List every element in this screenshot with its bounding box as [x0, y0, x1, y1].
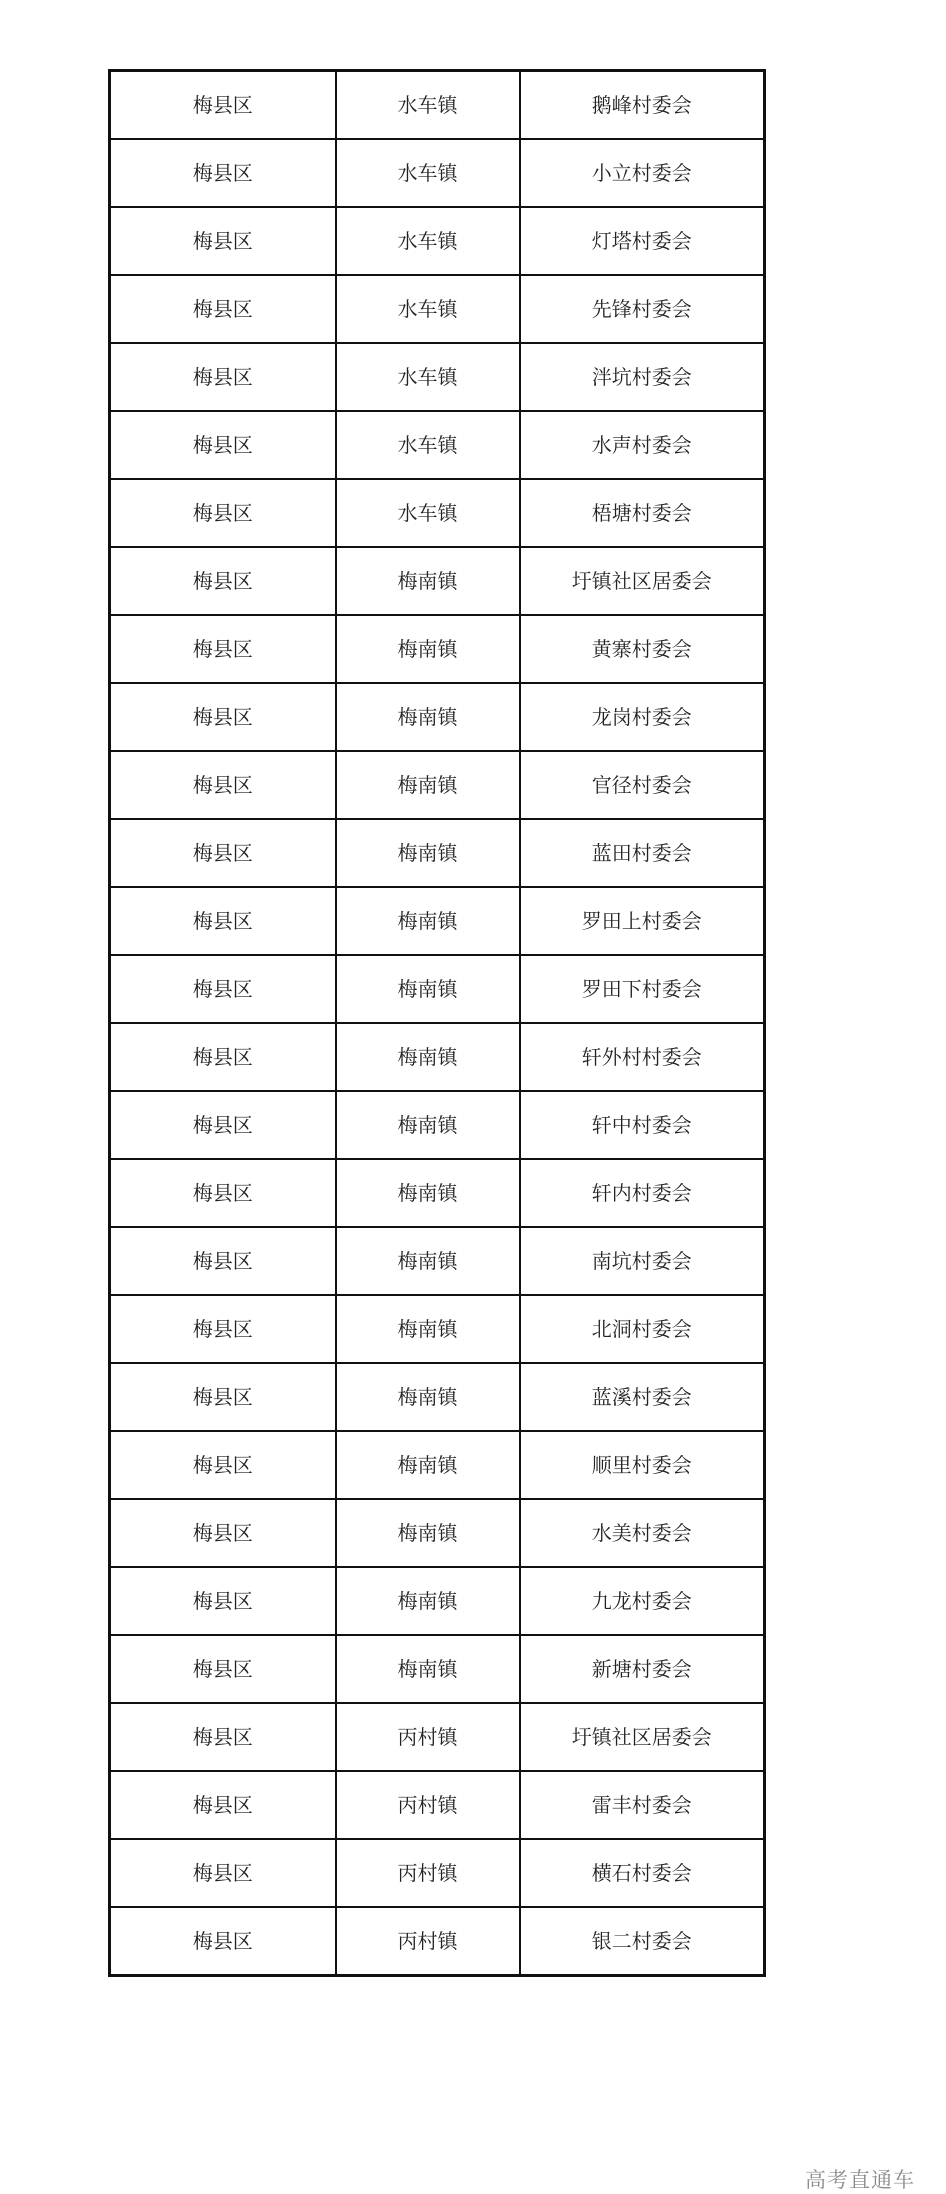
- table-row: [110, 1907, 765, 1976]
- district-cell: 梅县区: [110, 479, 336, 547]
- table-row: [110, 1227, 765, 1295]
- committee-cell: 轩中村委会: [520, 1091, 765, 1159]
- table-row: [110, 479, 765, 547]
- table-row: [110, 343, 765, 411]
- town-cell: 梅南镇: [336, 1295, 520, 1363]
- table-row: [110, 1091, 765, 1159]
- committee-cell: 蓝田村委会: [520, 819, 765, 887]
- town-cell: 梅南镇: [336, 751, 520, 819]
- committee-cell: 横石村委会: [520, 1839, 765, 1907]
- table-row: [110, 1771, 765, 1839]
- committee-cell: 轩内村委会: [520, 1159, 765, 1227]
- district-cell: 梅县区: [110, 819, 336, 887]
- committee-cell: 圩镇社区居委会: [520, 1703, 765, 1771]
- town-cell: 梅南镇: [336, 615, 520, 683]
- town-cell: 丙村镇: [336, 1907, 520, 1976]
- table-row: [110, 139, 765, 207]
- district-cell: 梅县区: [110, 343, 336, 411]
- committee-cell: 银二村委会: [520, 1907, 765, 1976]
- district-cell: 梅县区: [110, 1703, 336, 1771]
- watermark-text: 高考直通车: [805, 2168, 915, 2192]
- district-cell: 梅县区: [110, 1159, 336, 1227]
- table-row: [110, 683, 765, 751]
- document-table-container: [108, 69, 763, 1977]
- town-cell: 梅南镇: [336, 1227, 520, 1295]
- town-cell: 水车镇: [336, 207, 520, 275]
- town-cell: 梅南镇: [336, 955, 520, 1023]
- table-row: [110, 887, 765, 955]
- district-cell: 梅县区: [110, 1567, 336, 1635]
- table-row: [110, 1431, 765, 1499]
- table-row: [110, 207, 765, 275]
- table-row: [110, 819, 765, 887]
- committee-cell: 顺里村委会: [520, 1431, 765, 1499]
- district-cell: 梅县区: [110, 275, 336, 343]
- district-cell: 梅县区: [110, 547, 336, 615]
- committee-cell: 轩外村村委会: [520, 1023, 765, 1091]
- committee-cell: 南坑村委会: [520, 1227, 765, 1295]
- table-row: [110, 275, 765, 343]
- committee-cell: 龙岗村委会: [520, 683, 765, 751]
- district-cell: 梅县区: [110, 683, 336, 751]
- district-cell: 梅县区: [110, 1363, 336, 1431]
- town-cell: 水车镇: [336, 411, 520, 479]
- district-cell: 梅县区: [110, 887, 336, 955]
- table-row: [110, 411, 765, 479]
- town-cell: 丙村镇: [336, 1839, 520, 1907]
- committee-cell: 泮坑村委会: [520, 343, 765, 411]
- town-cell: 水车镇: [336, 343, 520, 411]
- district-cell: 梅县区: [110, 1091, 336, 1159]
- town-cell: 梅南镇: [336, 683, 520, 751]
- committee-cell: 北洞村委会: [520, 1295, 765, 1363]
- district-cell: 梅县区: [110, 1295, 336, 1363]
- committee-cell: 小立村委会: [520, 139, 765, 207]
- committee-cell: 鹅峰村委会: [520, 71, 765, 140]
- committee-cell: 先锋村委会: [520, 275, 765, 343]
- district-cell: 梅县区: [110, 1771, 336, 1839]
- district-cell: 梅县区: [110, 615, 336, 683]
- committee-cell: 罗田上村委会: [520, 887, 765, 955]
- town-cell: 水车镇: [336, 479, 520, 547]
- table-row: [110, 1363, 765, 1431]
- town-cell: 水车镇: [336, 139, 520, 207]
- town-cell: 水车镇: [336, 275, 520, 343]
- table-row: [110, 1023, 765, 1091]
- committee-cell: 官径村委会: [520, 751, 765, 819]
- town-cell: 梅南镇: [336, 1567, 520, 1635]
- town-cell: 梅南镇: [336, 1431, 520, 1499]
- district-cell: 梅县区: [110, 411, 336, 479]
- town-cell: 丙村镇: [336, 1771, 520, 1839]
- table-body: [110, 71, 765, 1976]
- district-cell: 梅县区: [110, 207, 336, 275]
- committee-cell: 九龙村委会: [520, 1567, 765, 1635]
- table-row: [110, 1159, 765, 1227]
- table-row: [110, 1499, 765, 1567]
- committee-cell: 雷丰村委会: [520, 1771, 765, 1839]
- district-cell: 梅县区: [110, 139, 336, 207]
- district-cell: 梅县区: [110, 71, 336, 140]
- committee-cell: 梧塘村委会: [520, 479, 765, 547]
- town-cell: 丙村镇: [336, 1703, 520, 1771]
- district-cell: 梅县区: [110, 1499, 336, 1567]
- district-cell: 梅县区: [110, 751, 336, 819]
- table-row: [110, 71, 765, 140]
- table-row: [110, 1839, 765, 1907]
- town-cell: 梅南镇: [336, 1499, 520, 1567]
- table-row: [110, 1635, 765, 1703]
- town-cell: 梅南镇: [336, 1091, 520, 1159]
- table-row: [110, 615, 765, 683]
- table-row: [110, 955, 765, 1023]
- town-cell: 梅南镇: [336, 887, 520, 955]
- district-cell: 梅县区: [110, 1839, 336, 1907]
- district-cell: 梅县区: [110, 1635, 336, 1703]
- committee-cell: 新塘村委会: [520, 1635, 765, 1703]
- district-cell: 梅县区: [110, 1431, 336, 1499]
- committee-cell: 罗田下村委会: [520, 955, 765, 1023]
- village-committee-table: [108, 69, 766, 1977]
- town-cell: 梅南镇: [336, 1159, 520, 1227]
- committee-cell: 水声村委会: [520, 411, 765, 479]
- committee-cell: 水美村委会: [520, 1499, 765, 1567]
- town-cell: 水车镇: [336, 71, 520, 140]
- table-row: [110, 751, 765, 819]
- district-cell: 梅县区: [110, 1023, 336, 1091]
- town-cell: 梅南镇: [336, 1363, 520, 1431]
- town-cell: 梅南镇: [336, 1023, 520, 1091]
- district-cell: 梅县区: [110, 1227, 336, 1295]
- district-cell: 梅县区: [110, 955, 336, 1023]
- table-row: [110, 1567, 765, 1635]
- committee-cell: 圩镇社区居委会: [520, 547, 765, 615]
- town-cell: 梅南镇: [336, 1635, 520, 1703]
- committee-cell: 黄寨村委会: [520, 615, 765, 683]
- town-cell: 梅南镇: [336, 819, 520, 887]
- table-row: [110, 547, 765, 615]
- committee-cell: 灯塔村委会: [520, 207, 765, 275]
- table-row: [110, 1295, 765, 1363]
- district-cell: 梅县区: [110, 1907, 336, 1976]
- town-cell: 梅南镇: [336, 547, 520, 615]
- table-row: [110, 1703, 765, 1771]
- committee-cell: 蓝溪村委会: [520, 1363, 765, 1431]
